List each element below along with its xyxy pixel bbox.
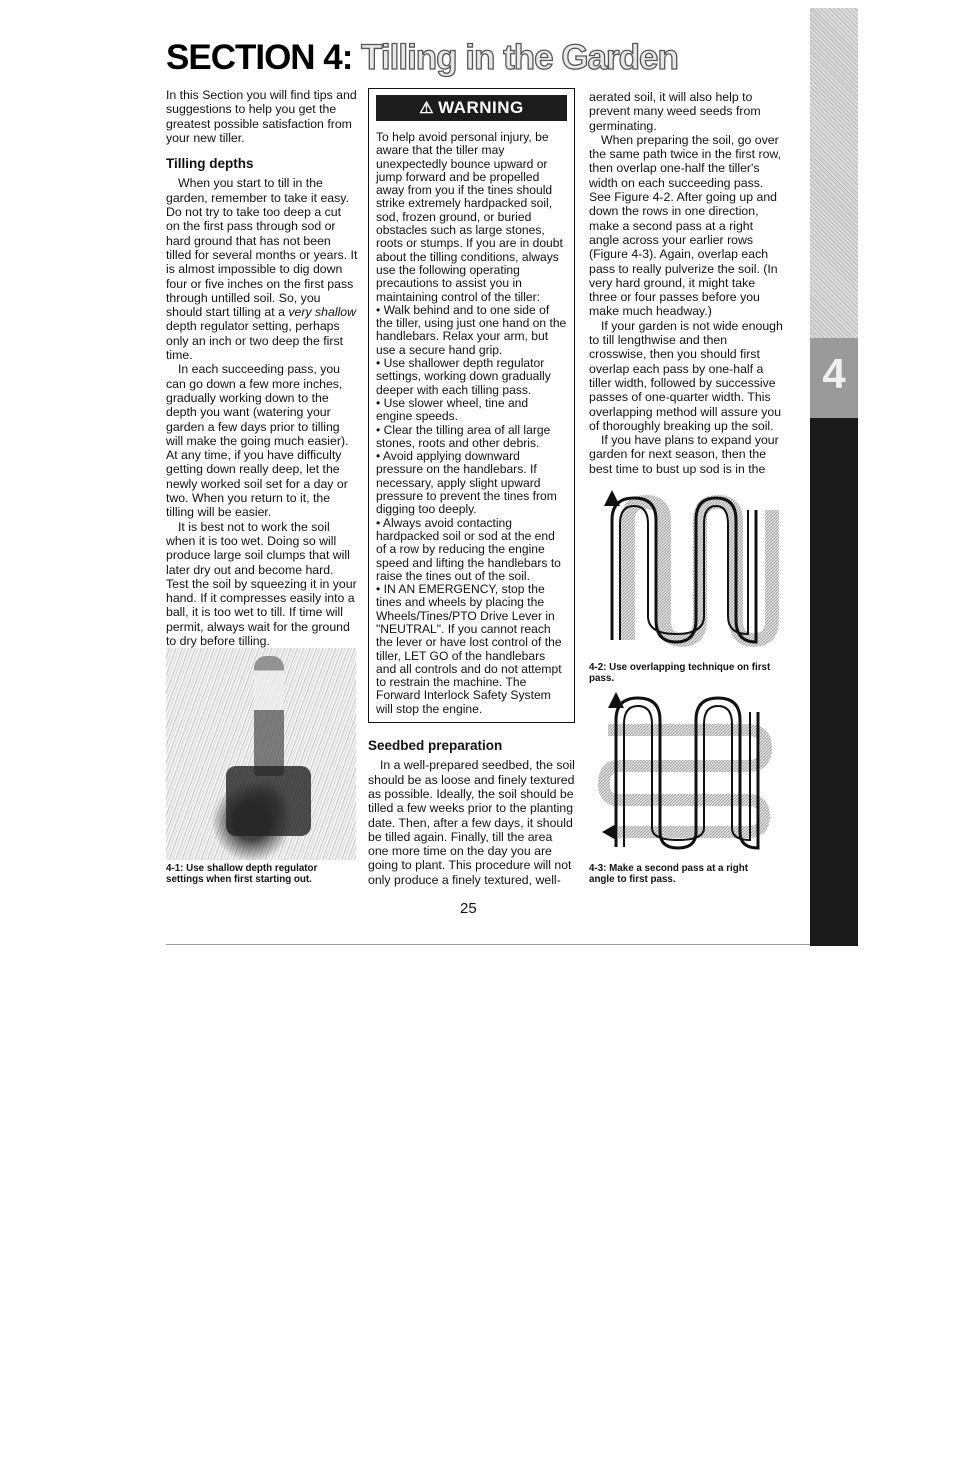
warning-triangle-icon: ⚠ xyxy=(419,100,435,117)
col3-paragraph-3: If you have plans to expand your garden for next season, then the best time to bust up sod is in the xyxy=(589,433,779,476)
warning-item: • Use shallower depth regulator settings, working down gradually deeper with each tilling pass. xyxy=(376,356,551,397)
vertical-path-black xyxy=(616,698,758,848)
p1-text-a: When you start to till in the garden, remember to take it easy. Do not try to take too deep a cut on the first pass through sod or hard ground that has not been tilled for several months or years. It is almost impossible to dig down four or five inches on the first pass through untilled soil. So, you should start tilling at a xyxy=(166,176,358,320)
warning-header xyxy=(376,95,567,121)
section-tab-number: 4 xyxy=(822,350,846,397)
warning-item: • IN AN EMERGENCY, stop the tines and wheels by placing the Wheels/Tines/PTO Drive Lever in "NEUTRAL". If you cannot reach the lever or have lost control of the tiller, LET GO of the handlebars and all controls and do not attempt to restrain the machine. The Forward Interlock Safety System will stop the engine. xyxy=(376,582,562,716)
warning-item: • Always avoid contacting hardpacked soil or sod at the end of a row by reducing the engine speed and lifting the handlebars to raise the tines out of the soil. xyxy=(376,515,561,583)
left-arrow-icon xyxy=(602,824,616,840)
thumb-tab-dark xyxy=(810,418,858,946)
tilling-depths-paragraph-1 xyxy=(166,176,358,362)
tiller-photo xyxy=(166,648,356,860)
column-left xyxy=(166,88,358,648)
page-number: 25 xyxy=(460,900,477,917)
warning-item: • Clear the tilling area of all large stones, roots and other debris. xyxy=(376,422,551,450)
figure-4-1-caption: 4-1: Use shallow depth regulator settings when first starting out. xyxy=(166,863,318,885)
up-arrow-icon xyxy=(604,490,620,506)
intro-paragraph: In this Section you will find tips and suggestions to help you get the greatest possible satisfaction from your new tiller. xyxy=(166,88,357,145)
col3-paragraph-1: When preparing the soil, go over the same path twice in the first row, then overlap one-half the tiller's width on each succeeding pass. See Figure 4-2. After going up and down the rows in one direction, make a second pass at a right angle across your earlier rows (Figure 4-3). Again, overlap each pass to really pulverize the soil. (In very hard ground, it might take three or four passes before you make much headway.) xyxy=(589,132,782,319)
section-label: SECTION 4: xyxy=(166,38,353,77)
seedbed-paragraph: In a well-prepared seedbed, the soil should be as loose and finely textured as possible. Ideally, the soil should be tilled a few weeks prior to the planting date. Then, after a few days, it should be tilled again. Finally, till the area one more time on the day you are going to plant. This procedure will not only produce a finely textured, well- xyxy=(368,758,575,887)
warning-box xyxy=(368,88,575,723)
figure-4-3-caption: 4-3: Make a second pass at a right angle to first pass. xyxy=(589,863,748,885)
tilling-path-inner xyxy=(620,506,748,640)
overlap-path-shaded xyxy=(628,502,772,640)
cross-pass-shaded xyxy=(604,730,766,832)
p1-text-b: depth regulator setting, perhaps only an inch or two deep the first time. xyxy=(166,319,344,363)
seedbed-heading: Seedbed preparation xyxy=(368,738,503,754)
figure-4-2-caption: 4-2: Use overlapping technique on first pass. xyxy=(589,662,771,684)
col3-paragraph-0: aerated soil, it will also help to prevent many weed seeds from germinating. xyxy=(589,90,761,133)
figure-4-2-diagram xyxy=(598,490,780,650)
warning-intro: To help avoid personal injury, be aware that the tiller may unexpectedly bounce upward or jump forward and be propelled away from you if the tines should strike extremely hardpacked soil, sod, frozen ground, or buried obstacles such as large stones, roots or stumps. If you are in doubt about the tilling conditions, always use the following operating precautions to assist you in maintaining control of the tiller: xyxy=(376,130,563,304)
warning-label: WARNING xyxy=(438,98,524,117)
operator-figure xyxy=(254,656,284,776)
col3-paragraph-2: If your garden is not wide enough to till lengthwise and then crosswise, then you should first overlap each pass by one-half a tiller width, followed by successive passes of one-quarter width. This overlapping method will assure you of thoroughly breaking up the soil. xyxy=(589,318,783,433)
tilling-depths-paragraph-2: In each succeeding pass, you can go down a few more inches, gradually working down to the depth you want (watering your garden a few days prior to tilling will make the going much easier). At any time, if you have difficulty getting down really deep, let the newly worked soil set for a day or two. When you return to it, the tilling will be easier. xyxy=(166,362,349,520)
column-middle xyxy=(368,88,575,887)
warning-item: • Walk behind and to one side of the tiller, using just one hand on the handlebars. Relax your arm, but use a secure hand grip. xyxy=(376,302,567,357)
up-arrow-icon xyxy=(608,692,624,708)
bottom-divider xyxy=(166,944,810,945)
tiller-machine xyxy=(226,766,311,836)
section-title-text: Tilling in the Garden xyxy=(361,38,678,77)
warning-item: • Use slower wheel, tine and engine speeds. xyxy=(376,395,529,424)
thumb-tab-pattern xyxy=(810,8,858,388)
p1-emphasis: very shallow xyxy=(288,305,357,320)
tilling-depths-heading: Tilling depths xyxy=(166,156,254,172)
column-right xyxy=(589,90,784,476)
figure-4-3-diagram xyxy=(598,692,780,852)
warning-item: • Avoid applying downward pressure on the handlebars. If necessary, apply slight upward pressure to prevent the tines from digging too deeply. xyxy=(376,449,557,517)
tilling-depths-paragraph-3: It is best not to work the soil when it is too wet. Doing so will produce large soil clumps that will later dry out and become hard. Test the soil by squeezing it in your hand. If it compresses easily into a ball, it is too wet to till. If time will permit, always wait for the ground to dry before tilling. xyxy=(166,519,357,648)
page-title xyxy=(166,38,678,78)
